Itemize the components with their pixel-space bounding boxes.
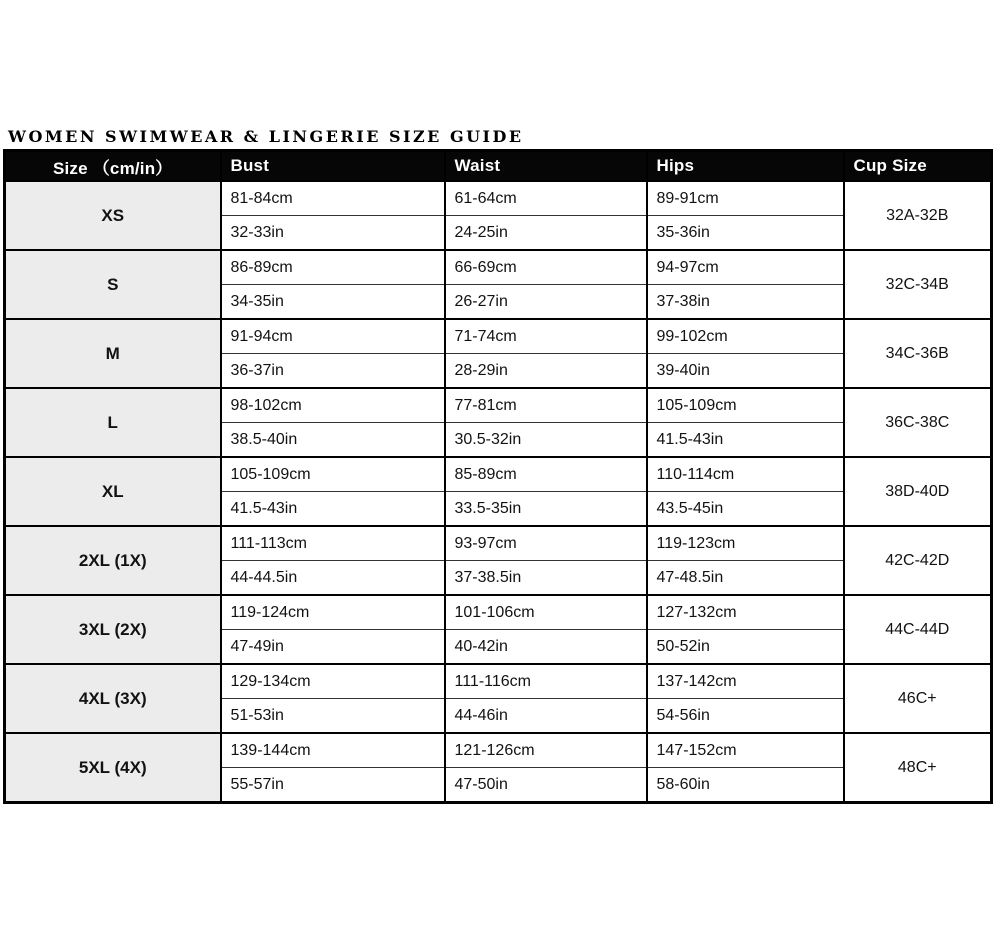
hips-cm-value: 105-109cm	[647, 388, 844, 423]
size-label: XL	[5, 457, 221, 526]
hips-cm-value: 110-114cm	[647, 457, 844, 492]
waist-cm-value: 71-74cm	[445, 319, 647, 354]
size-row-xl-cm	[5, 457, 992, 492]
page-title: WOMEN SWIMWEAR & LINGERIE SIZE GUIDE	[8, 127, 524, 146]
size-label: 2XL (1X)	[5, 526, 221, 595]
header-row	[5, 151, 992, 182]
size-label: 3XL (2X)	[5, 595, 221, 664]
waist-in-value: 40-42in	[445, 630, 647, 665]
cup-size-value: 32C-34B	[844, 250, 992, 319]
hips-cm-value: 99-102cm	[647, 319, 844, 354]
waist-in-value: 30.5-32in	[445, 423, 647, 458]
waist-in-value: 37-38.5in	[445, 561, 647, 596]
hips-cm-value: 147-152cm	[647, 733, 844, 768]
waist-in-value: 33.5-35in	[445, 492, 647, 527]
bust-cm-value: 86-89cm	[221, 250, 445, 285]
bust-in-value: 47-49in	[221, 630, 445, 665]
size-label: L	[5, 388, 221, 457]
hips-in-value: 35-36in	[647, 216, 844, 251]
bust-cm-value: 98-102cm	[221, 388, 445, 423]
bust-cm-value: 91-94cm	[221, 319, 445, 354]
size-label: 5XL (4X)	[5, 733, 221, 803]
bust-in-value: 38.5-40in	[221, 423, 445, 458]
cup-size-value: 42C-42D	[844, 526, 992, 595]
column-header-waist: Waist	[445, 151, 647, 182]
size-guide-table	[3, 149, 993, 804]
hips-in-value: 39-40in	[647, 354, 844, 389]
cup-size-value: 48C+	[844, 733, 992, 803]
hips-cm-value: 119-123cm	[647, 526, 844, 561]
bust-cm-value: 105-109cm	[221, 457, 445, 492]
cup-size-value: 46C+	[844, 664, 992, 733]
size-row-xs-cm	[5, 181, 992, 216]
bust-in-value: 36-37in	[221, 354, 445, 389]
hips-in-value: 50-52in	[647, 630, 844, 665]
size-label: XS	[5, 181, 221, 250]
hips-in-value: 43.5-45in	[647, 492, 844, 527]
size-label: S	[5, 250, 221, 319]
size-label: 4XL (3X)	[5, 664, 221, 733]
bust-in-value: 32-33in	[221, 216, 445, 251]
column-header-size: Size （cm/in）	[5, 151, 221, 182]
size-row-s-cm	[5, 250, 992, 285]
waist-cm-value: 61-64cm	[445, 181, 647, 216]
size-row-5xl-cm	[5, 733, 992, 768]
size-label: M	[5, 319, 221, 388]
bust-in-value: 55-57in	[221, 768, 445, 803]
bust-in-value: 44-44.5in	[221, 561, 445, 596]
hips-in-value: 47-48.5in	[647, 561, 844, 596]
bust-cm-value: 139-144cm	[221, 733, 445, 768]
column-header-hips: Hips	[647, 151, 844, 182]
hips-cm-value: 137-142cm	[647, 664, 844, 699]
bust-in-value: 34-35in	[221, 285, 445, 320]
hips-in-value: 54-56in	[647, 699, 844, 734]
column-header-bust: Bust	[221, 151, 445, 182]
waist-cm-value: 93-97cm	[445, 526, 647, 561]
column-header-cup-size: Cup Size	[844, 151, 992, 182]
waist-in-value: 26-27in	[445, 285, 647, 320]
waist-cm-value: 66-69cm	[445, 250, 647, 285]
cup-size-value: 36C-38C	[844, 388, 992, 457]
waist-in-value: 28-29in	[445, 354, 647, 389]
waist-in-value: 47-50in	[445, 768, 647, 803]
waist-cm-value: 111-116cm	[445, 664, 647, 699]
size-row-3xl-cm	[5, 595, 992, 630]
bust-cm-value: 119-124cm	[221, 595, 445, 630]
bust-cm-value: 81-84cm	[221, 181, 445, 216]
waist-cm-value: 121-126cm	[445, 733, 647, 768]
hips-in-value: 41.5-43in	[647, 423, 844, 458]
size-row-l-cm	[5, 388, 992, 423]
cup-size-value: 32A-32B	[844, 181, 992, 250]
waist-cm-value: 101-106cm	[445, 595, 647, 630]
waist-cm-value: 77-81cm	[445, 388, 647, 423]
hips-cm-value: 94-97cm	[647, 250, 844, 285]
bust-in-value: 51-53in	[221, 699, 445, 734]
bust-in-value: 41.5-43in	[221, 492, 445, 527]
waist-in-value: 24-25in	[445, 216, 647, 251]
cup-size-value: 34C-36B	[844, 319, 992, 388]
bust-cm-value: 129-134cm	[221, 664, 445, 699]
hips-in-value: 37-38in	[647, 285, 844, 320]
cup-size-value: 38D-40D	[844, 457, 992, 526]
hips-cm-value: 89-91cm	[647, 181, 844, 216]
size-row-m-cm	[5, 319, 992, 354]
size-row-2xl-cm	[5, 526, 992, 561]
waist-cm-value: 85-89cm	[445, 457, 647, 492]
hips-in-value: 58-60in	[647, 768, 844, 803]
cup-size-value: 44C-44D	[844, 595, 992, 664]
size-row-4xl-cm	[5, 664, 992, 699]
hips-cm-value: 127-132cm	[647, 595, 844, 630]
waist-in-value: 44-46in	[445, 699, 647, 734]
bust-cm-value: 111-113cm	[221, 526, 445, 561]
